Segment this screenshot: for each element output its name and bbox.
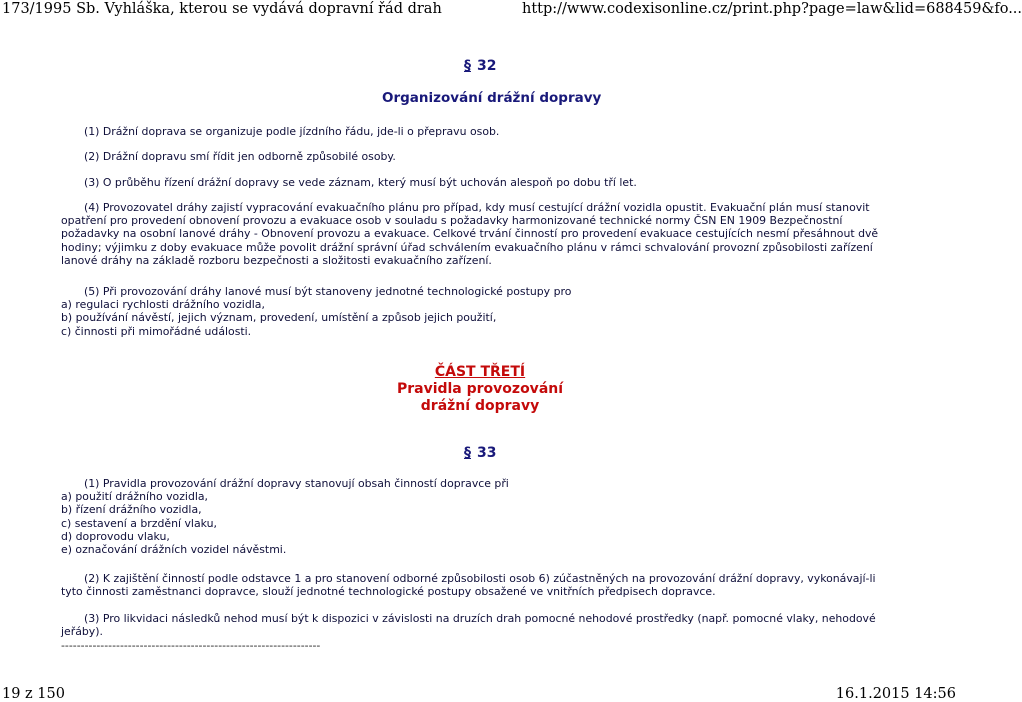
separator-line: ------------------------------------------------------------------ <box>61 639 321 652</box>
section-sign: § <box>464 445 471 461</box>
s33-paragraph-1 <box>61 477 899 556</box>
s33-paragraph-3: (3) Pro likvidaci následků nehod musí být k dispozici v závislosti na druzích drah pomocné nehodové prostředky (např. pomocné vlaky, nehodové jeřáby). <box>61 612 876 639</box>
s33-p1-item-e: e) označování drážních vozidel návěstmi. <box>61 543 287 557</box>
section-33-number: § 33 <box>464 445 497 461</box>
part-heading <box>0 364 960 415</box>
section-32-heading: Organizování drážní dopravy <box>382 90 602 106</box>
part-number: ČÁST TŘETÍ <box>434 364 526 380</box>
s32-paragraph-5 <box>61 285 899 338</box>
s33-p1-item-a: a) použití drážního vozidla, <box>61 490 209 504</box>
s32-p5-item-c: c) činnosti při mimořádné události. <box>61 324 252 338</box>
s33-p1-item-b: b) řízení drážního vozidla, <box>61 503 202 517</box>
part-title-line2: drážní dopravy <box>420 398 540 414</box>
part-title-line1: Pravidla provozování <box>396 381 564 397</box>
page-url: http://www.codexisonline.cz/print.php?page=law&lid=688459&fo... <box>522 1 1022 17</box>
s32-paragraph-2: (2) Drážní dopravu smí řídit jen odborně způsobilé osoby. <box>84 150 396 163</box>
s32-paragraph-4: (4) Provozovatel dráhy zajistí vypracování evakuačního plánu pro případ, kdy musí cestující drážní vozidla opustit. Evakuační plán musí stanovit opatření pro provedení obnovení provozu a evakuace osob v souladu s požadavky harmonizované technické normy ČSN EN 1909 Bezpečnostní požadavky na osobní lanové dráhy - Obnovení provozu a evakuace. Celkové trvání činností pro provedení evakuace cestujících nesmí přesáhnout dvě hodiny; výjimku z doby evakuace může povolit drážní správní úřad schválením evakuačního plánu v rámci schvalování provozní způsobilosti zařízení lanové dráhy na základě rozboru bezpečnosti a složitosti evakuačního zařízení. <box>61 201 879 267</box>
s32-p5-item-b: b) používání návěstí, jejich význam, provedení, umístění a způsob jejich použití, <box>61 311 497 325</box>
s33-p1-item-d: d) doprovodu vlaku, <box>61 529 170 543</box>
s32-p5-item-a: a) regulaci rychlosti drážního vozidla, <box>61 298 265 312</box>
s32-paragraph-3: (3) O průběhu řízení drážní dopravy se vede záznam, který musí být uchován alespoň po dobu tří let. <box>84 176 637 189</box>
document-title: 173/1995 Sb. Vyhláška, kterou se vydává dopravní řád drah <box>2 1 442 17</box>
s33-paragraph-2: (2) K zajištění činností podle odstavce 1 a pro stanovení odborné způsobilosti osob 6) zúčastněných na provozování drážní dopravy, vykonávají-li tyto činnosti zaměstnanci dopravce, slouží jednotné technologické postupy obsažené ve vnitřních předpisech dopravce. <box>61 572 876 599</box>
s32-p5-intro: (5) Při provozování dráhy lanové musí být stanoveny jednotné technologické postupy pro <box>84 285 572 298</box>
s33-p1-intro: (1) Pravidla provozování drážní dopravy stanovují obsah činností dopravce při <box>84 477 509 490</box>
section-32-number: § 32 <box>464 58 497 74</box>
print-date: 16.1.2015 14:56 <box>835 686 956 702</box>
s32-paragraph-1: (1) Drážní doprava se organizuje podle jízdního řádu, jde-li o přepravu osob. <box>84 125 500 138</box>
page-counter: 19 z 150 <box>2 686 65 702</box>
print-header <box>0 0 1022 20</box>
section-sign: § <box>464 58 471 74</box>
s33-p1-item-c: c) sestavení a brzdění vlaku, <box>61 516 217 530</box>
